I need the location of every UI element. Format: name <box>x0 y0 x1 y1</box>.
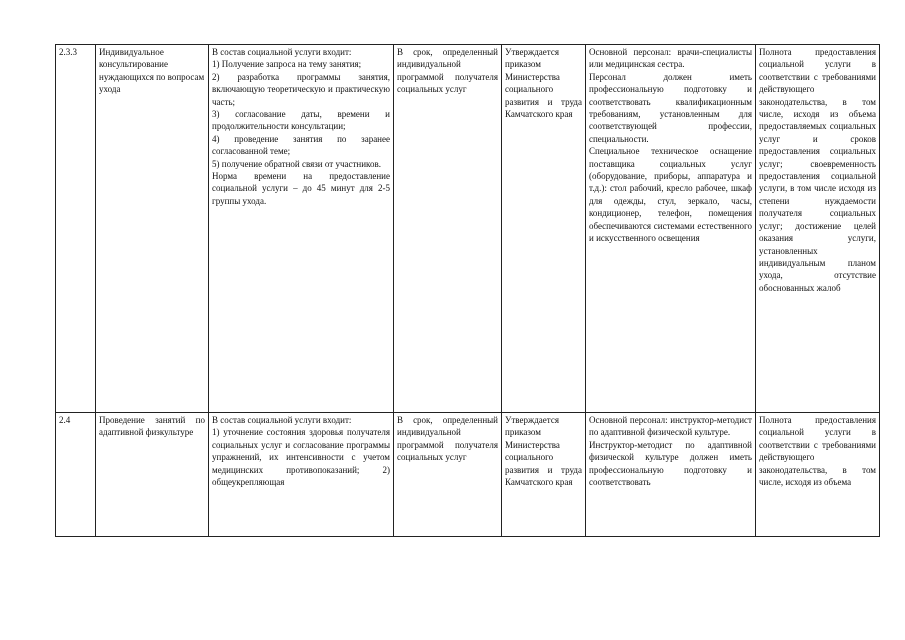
table-row <box>56 413 880 537</box>
content-line: 3) согласование даты, времени и продолжительности консультации; <box>212 109 390 132</box>
conditions-paragraph: Основной персонал: врачи-специалисты или медицинская сестра. <box>589 47 752 70</box>
row-number-cell: 2.4 <box>56 413 96 537</box>
service-name-cell: Индивидуальное консультирование нуждающихся по вопросам ухода <box>96 45 209 413</box>
row-number-cell: 2.3.3 <box>56 45 96 413</box>
content-line: В состав социальной услуги входит: <box>212 47 352 57</box>
content-line: В состав социальной услуги входит: <box>212 415 352 425</box>
content-line: Норма времени на предоставление социальной услуги – до 45 минут для 2-5 группы ухода. <box>212 171 390 206</box>
content-line: 4) проведение занятия по заранее согласованной теме; <box>212 133 390 157</box>
content-line: 5) получение обратной связи от участников. <box>212 158 381 169</box>
conditions-paragraph: Основной персонал: инструктор-методист по адаптивной физической культуре. <box>589 415 752 438</box>
conditions-paragraph: Специальное техническое оснащение поставщика социальных услуг (оборудование, приборы, аппаратура и т.д.): стол рабочий, кресло рабочее, шкаф для одежды, стул, зеркало, часы, кондиционер, телефон, помещения обеспечиваются системами естественного и искусственного освещения <box>589 146 752 244</box>
service-conditions-cell <box>586 45 756 413</box>
services-table <box>55 44 880 537</box>
table-row <box>56 45 880 413</box>
content-line: 1) уточнение состояния здоровья получателя социальных услуг и согласование программы упражнений, их интенсивности с учетом медицинских противопоказаний; 2) общеукрепляющая <box>212 427 390 488</box>
content-line: 1) Получение запроса на тему занятия; <box>212 59 362 70</box>
service-tariff-cell: Утверждается приказом Министерства социального развития и труда Камчатского края <box>502 413 586 537</box>
service-content-cell <box>209 45 394 413</box>
service-quality-cell: Полнота предоставления социальной услуги в соответствии с требованиями действующего законодательства, в том числе, исходя из объема предоставляемых социальных услуг и сроков предоставления социальных услуг; своевременность предоставления социальной услуги, в том числе исходя из степени нуждаемости получателя социальных услуг; достижение целей оказания услуги, установленных индивидуальным планом ухода, отсутствие обоснованных жалоб <box>756 45 880 413</box>
service-term-cell: В срок, определенный индивидуальной программой получателя социальных услуг <box>394 45 502 413</box>
content-line: 2) разработка программы занятия, включающую теоретическую и практическую часть; <box>212 71 390 107</box>
service-name-cell: Проведение занятий по адаптивной физкультуре <box>96 413 209 537</box>
service-content-cell <box>209 413 394 537</box>
service-term-cell: В срок, определенный индивидуальной программой получателя социальных услуг <box>394 413 502 537</box>
service-conditions-cell <box>586 413 756 537</box>
conditions-paragraph: Персонал должен иметь профессиональную подготовку и соответствовать квалификационным требованиям, установленным для соответствующей профессии, специальности. <box>589 71 752 144</box>
service-tariff-cell: Утверждается приказом Министерства социального развития и труда Камчатского края <box>502 45 586 413</box>
conditions-paragraph: Инструктор-методист по адаптивной физической культуре должен иметь профессиональную подготовку и соответствовать <box>589 439 752 488</box>
service-quality-cell: Полнота предоставления социальной услуги в соответствии с требованиями действующего законодательства, в том числе, исходя из объема <box>756 413 880 537</box>
